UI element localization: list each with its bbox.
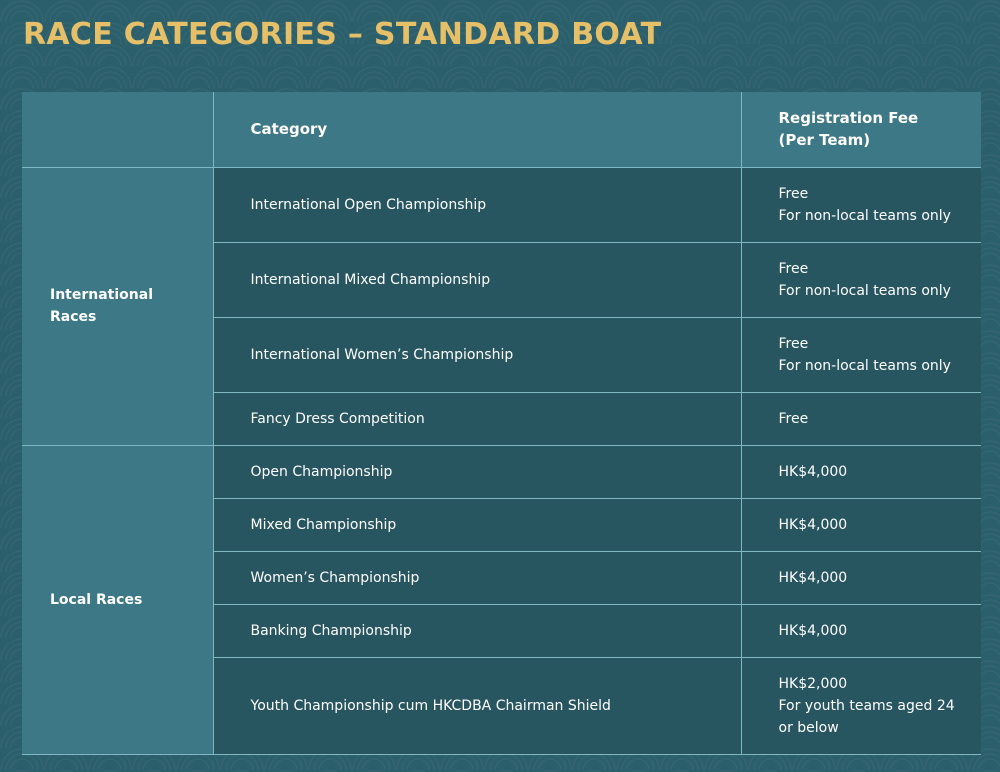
page-title: RACE CATEGORIES – STANDARD BOAT xyxy=(23,17,662,52)
fee-column-header xyxy=(741,92,981,167)
fee-line2: For non-local teams only xyxy=(778,207,951,224)
table-row xyxy=(22,167,981,242)
category-cell: Women’s Championship xyxy=(213,551,741,604)
fee-line1: Free xyxy=(778,410,809,427)
fee-line3: or below xyxy=(778,719,839,736)
fee-header-line2: (Per Team) xyxy=(778,131,871,150)
category-cell: Youth Championship cum HKCDBA Chairman Shield xyxy=(213,657,741,754)
race-categories-table xyxy=(22,92,981,755)
category-cell: International Women’s Championship xyxy=(213,317,741,392)
category-cell: Banking Championship xyxy=(213,604,741,657)
category-cell: Mixed Championship xyxy=(213,498,741,551)
category-cell: International Mixed Championship xyxy=(213,242,741,317)
fee-cell xyxy=(741,242,981,317)
category-cell: International Open Championship xyxy=(213,167,741,242)
group-name-line1: International xyxy=(50,287,154,303)
fee-cell xyxy=(741,167,981,242)
fee-line1: HK$4,000 xyxy=(778,622,848,639)
fee-line2: For non-local teams only xyxy=(778,357,951,374)
fee-cell xyxy=(741,317,981,392)
table-header-row xyxy=(22,92,981,167)
fee-line2: For youth teams aged 24 xyxy=(778,697,955,714)
fee-cell xyxy=(741,392,981,445)
fee-cell xyxy=(741,551,981,604)
fee-cell xyxy=(741,604,981,657)
fee-line1: Free xyxy=(778,185,809,202)
fee-line1: HK$2,000 xyxy=(778,675,848,692)
fee-line2: For non-local teams only xyxy=(778,282,951,299)
group-name-line2: Races xyxy=(50,309,97,325)
group-column-header xyxy=(22,92,213,167)
fee-line1: Free xyxy=(778,335,809,352)
group-international-races xyxy=(22,167,213,445)
fee-cell xyxy=(741,445,981,498)
table-row xyxy=(22,445,981,498)
fee-header-line1: Registration Fee xyxy=(778,109,919,128)
fee-line1: HK$4,000 xyxy=(778,463,848,480)
fee-line1: HK$4,000 xyxy=(778,516,848,533)
category-cell: Fancy Dress Competition xyxy=(213,392,741,445)
fee-cell xyxy=(741,657,981,754)
group-name-line1: Local Races xyxy=(50,591,143,608)
group-local-races xyxy=(22,445,213,754)
category-column-header: Category xyxy=(213,92,741,167)
fee-line1: Free xyxy=(778,260,809,277)
fee-line1: HK$4,000 xyxy=(778,569,848,586)
fee-cell xyxy=(741,498,981,551)
category-cell: Open Championship xyxy=(213,445,741,498)
